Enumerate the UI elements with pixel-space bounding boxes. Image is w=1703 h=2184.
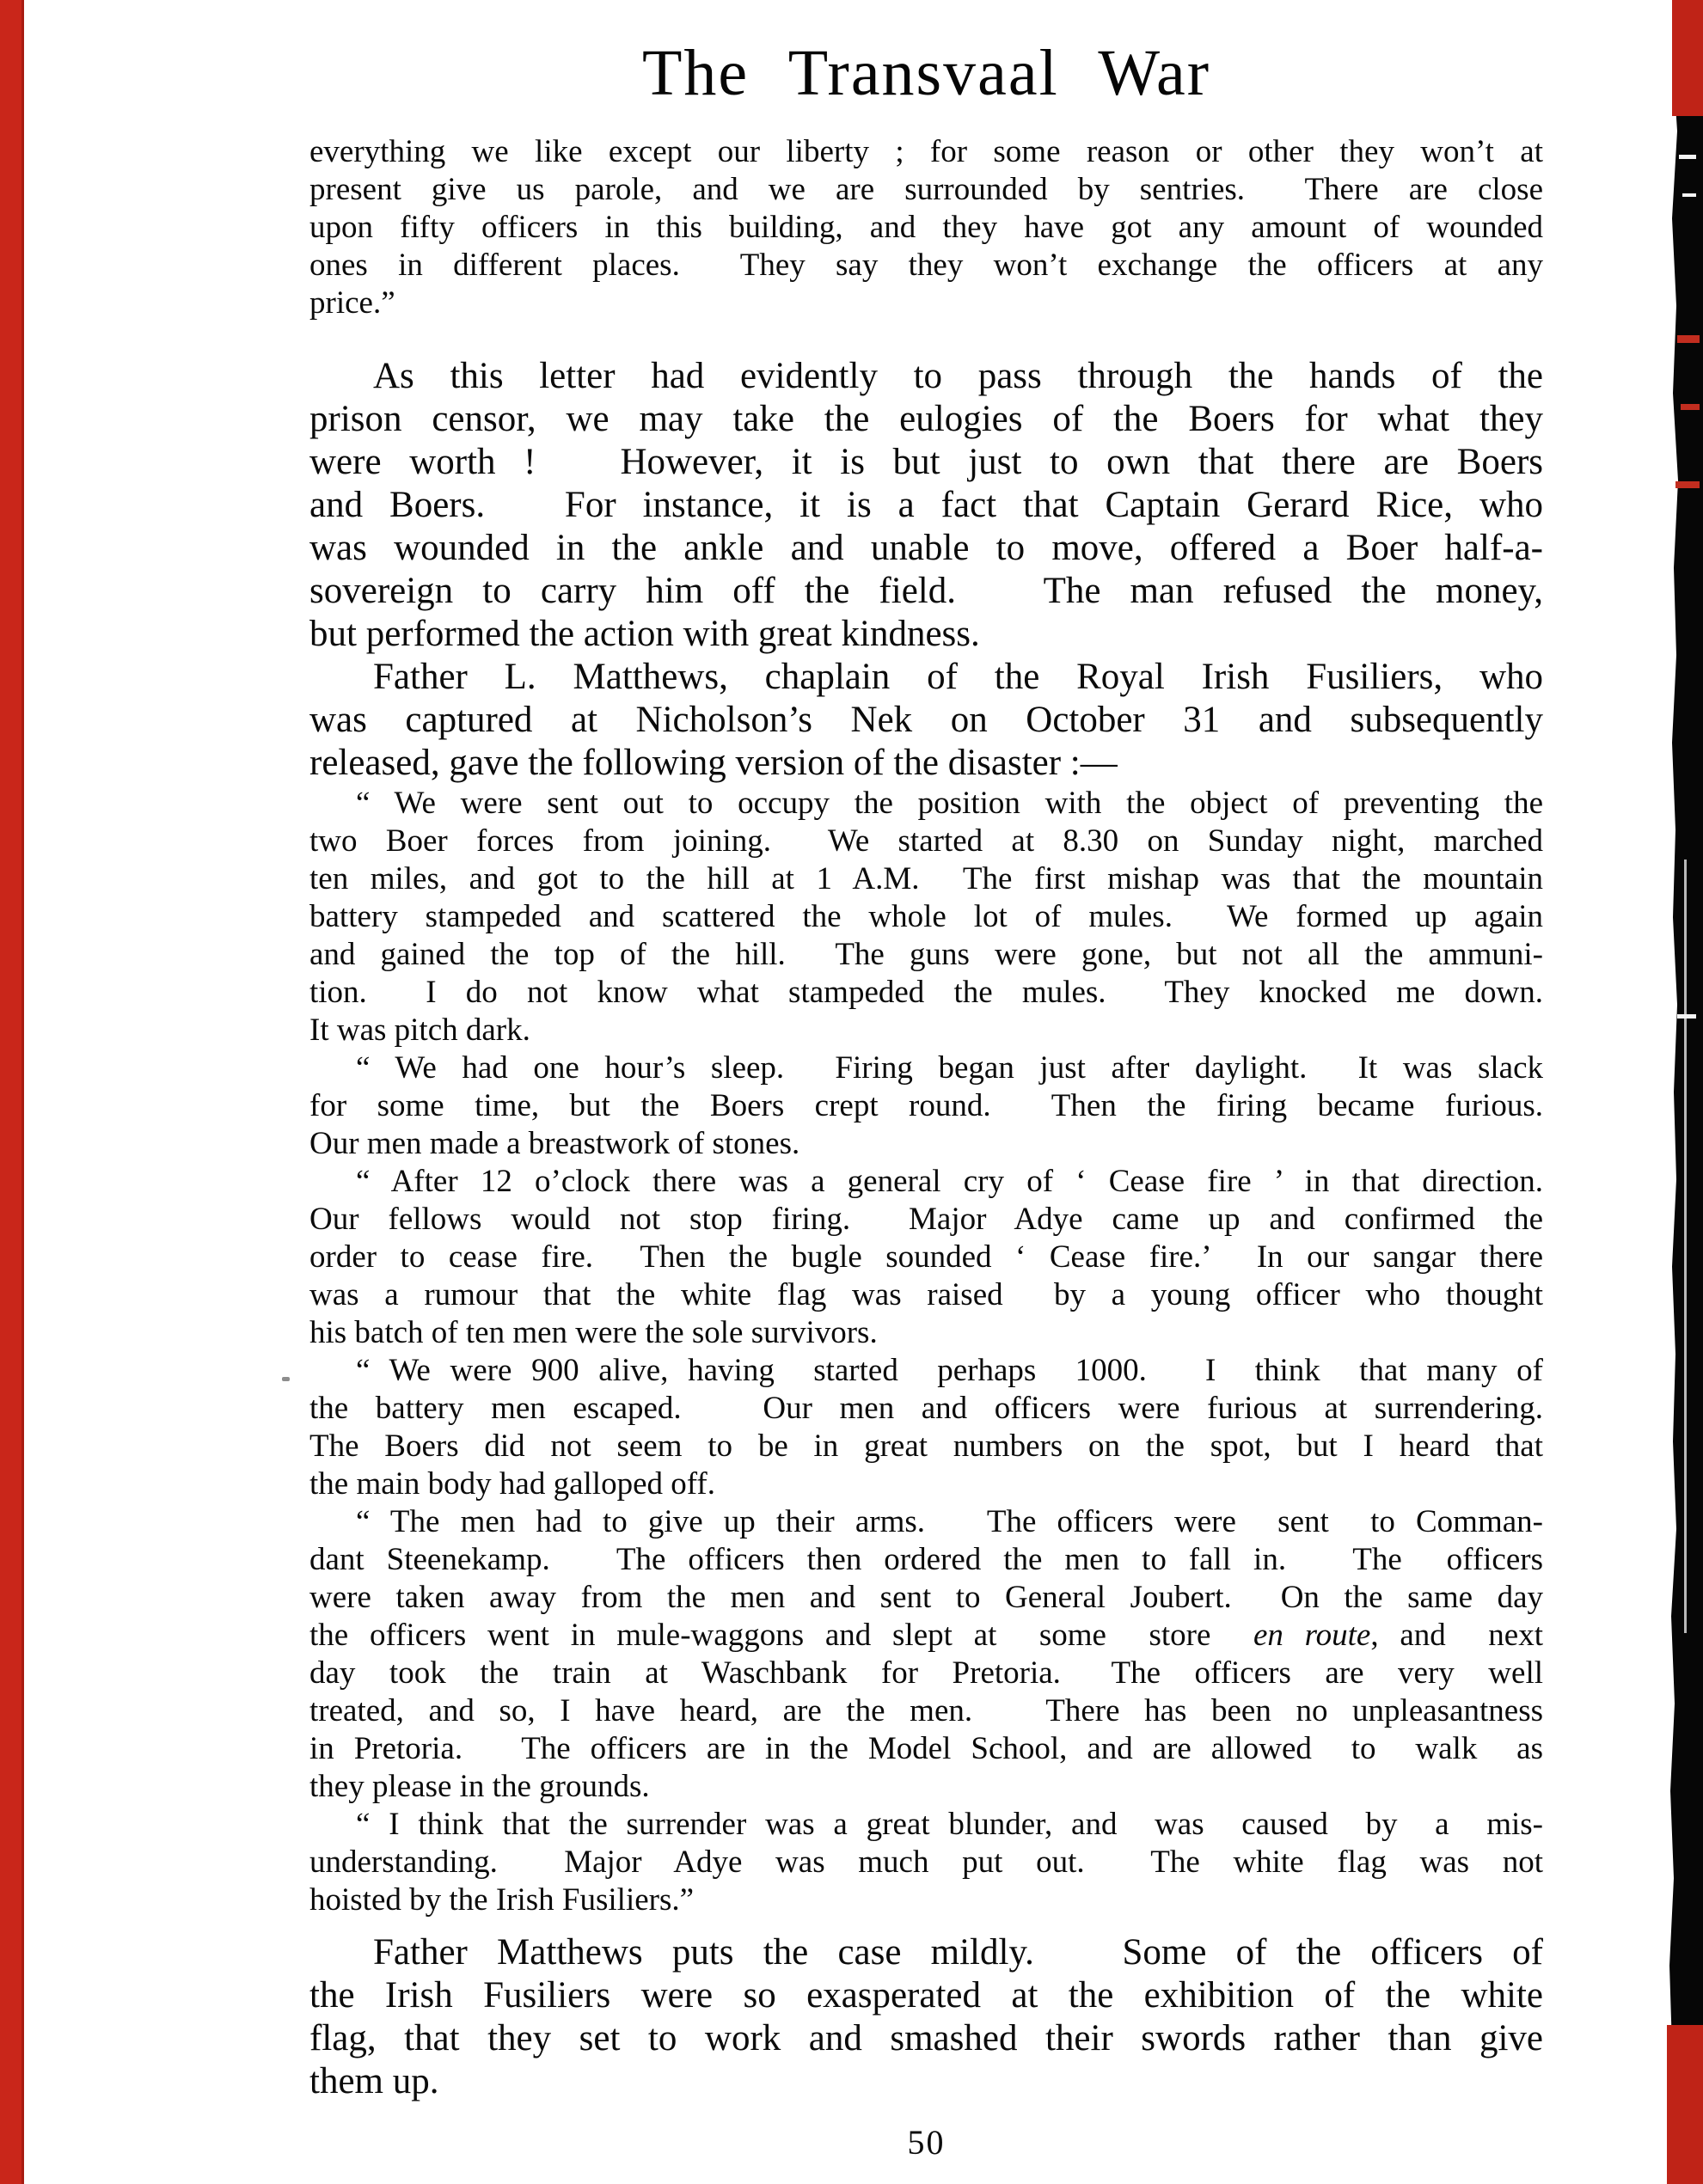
gutter-red-bottom	[1667, 2025, 1703, 2184]
text-line: ten miles, and got to the hill at 1 A.M. The first mishap was that the mountain	[309, 861, 1543, 896]
gutter-white-fleck	[1682, 193, 1696, 197]
text-line: flag, that they set to work and smashed their swords rather than give	[309, 2018, 1543, 2059]
text-line: ones in different places. They say they won’t exchange the officers at any	[309, 248, 1543, 283]
text-line: “ The men had to give up their arms. The officers were sent to Comman-	[356, 1504, 1543, 1539]
text-line: “ We were 900 alive, having started perhaps 1000. I think that many of	[356, 1353, 1543, 1388]
text-line: in Pretoria. The officers are in the Model School, and are allowed to walk as	[309, 1731, 1543, 1766]
text-line: treated, and so, I have heard, are the men. There has been no unpleasantness	[309, 1693, 1543, 1728]
scan-speck	[282, 1377, 290, 1381]
page-body	[309, 111, 1543, 2103]
text-line: prison censor, we may take the eulogies of the Boers for what they	[309, 399, 1543, 439]
text-line: order to cease fire. Then the bugle sounded ‘ Cease fire.’ In our sangar there	[309, 1239, 1543, 1275]
page-column	[309, 0, 1543, 2163]
gutter-white-fleck	[1679, 155, 1696, 159]
paragraph	[309, 656, 1543, 785]
paragraph	[309, 1163, 1543, 1352]
text-line: but performed the action with great kindness.	[309, 614, 980, 654]
gutter-red-top	[1672, 0, 1703, 116]
text-line: dant Steenekamp. The officers then ordered the men to fall in. The officers	[309, 1542, 1543, 1577]
right-gutter-bar	[1665, 0, 1703, 2184]
left-scan-edge-red-strip	[0, 0, 24, 2184]
text-line: understanding. Major Adye was much put out. The white flag was not	[309, 1844, 1543, 1880]
paragraph	[309, 1049, 1543, 1163]
text-line: everything we like except our liberty ; for some reason or other they won’t at	[309, 134, 1543, 169]
text-line: Father L. Matthews, chaplain of the Royal Irish Fusiliers, who	[373, 657, 1543, 697]
text-line: the officers went in mule-waggons and slept at some store en route, and next	[309, 1618, 1544, 1653]
gutter-red-fleck	[1681, 404, 1700, 410]
text-line: Father Matthews puts the case mildly. Some of the officers of	[373, 1932, 1543, 1973]
text-line: and gained the top of the hill. The guns were gone, but not all the ammuni-	[309, 937, 1543, 972]
text-line: upon fifty officers in this building, and they have got any amount of wounded	[309, 210, 1543, 245]
text-line: present give us parole, and we are surrounded by sentries. There are close	[309, 172, 1543, 207]
gutter-white-fleck	[1677, 1014, 1696, 1019]
text-line: It was pitch dark.	[309, 1012, 530, 1048]
text-line: “ After 12 o’clock there was a general cry of ‘ Cease fire ’ in that direction.	[356, 1164, 1543, 1199]
text-line: tion. I do not know what stampeded the mules. They knocked me down.	[309, 975, 1543, 1010]
text-line: was a rumour that the white flag was raised by a young officer who thought	[309, 1277, 1543, 1312]
text-line: hoisted by the Irish Fusiliers.”	[309, 1882, 695, 1918]
paragraph	[309, 133, 1543, 322]
text-line: “ We were sent out to occupy the position with the object of preventing the	[356, 786, 1543, 821]
gutter-red-fleck	[1677, 335, 1700, 343]
text-line: Our fellows would not stop firing. Major Adye came up and confirmed the	[309, 1202, 1543, 1237]
text-line: sovereign to carry him off the field. The man refused the money,	[309, 571, 1543, 611]
text-line: was wounded in the ankle and unable to move, offered a Boer half-a-	[309, 528, 1543, 568]
paragraph	[309, 1931, 1543, 2103]
text-line: were worth ! However, it is but just to own that there are Boers	[309, 442, 1543, 482]
text-line: his batch of ten men were the sole survivors.	[309, 1315, 878, 1350]
text-line: “ I think that the surrender was a great blunder, and was caused by a mis-	[356, 1807, 1543, 1842]
page-title: The Transvaal War	[641, 37, 1211, 109]
text-line: two Boer forces from joining. We started at 8.30 on Sunday night, marched	[309, 823, 1543, 859]
text-line: “ We had one hour’s sleep. Firing began just after daylight. It was slack	[356, 1050, 1543, 1086]
text-line: the battery men escaped. Our men and officers were furious at surrendering.	[309, 1391, 1543, 1426]
paragraph	[309, 355, 1543, 656]
text-line: released, gave the following version of the disaster :—	[309, 743, 1118, 783]
text-line: them up.	[309, 2061, 439, 2101]
text-line: and Boers. For instance, it is a fact that Captain Gerard Rice, who	[309, 485, 1543, 525]
text-line: battery stampeded and scattered the whole lot of mules. We formed up again	[309, 899, 1543, 934]
text-line: Our men made a breastwork of stones.	[309, 1126, 800, 1161]
text-line: As this letter had evidently to pass through the hands of the	[373, 356, 1543, 396]
paragraph	[309, 785, 1543, 1049]
paragraph	[309, 1352, 1543, 1503]
paragraph	[309, 1503, 1543, 1806]
text-line: The Boers did not seem to be in great numbers on the spot, but I heard that	[309, 1428, 1543, 1464]
gutter-white-thread	[1684, 860, 1687, 1633]
paragraph	[309, 1806, 1543, 1919]
page-number: 50	[907, 2123, 946, 2162]
text-line: day took the train at Waschbank for Pretoria. The officers are very well	[309, 1655, 1543, 1691]
text-line: the main body had galloped off.	[309, 1466, 715, 1502]
text-line: was captured at Nicholson’s Nek on October 31 and subsequently	[309, 700, 1543, 740]
text-line: for some time, but the Boers crept round. Then the firing became furious.	[309, 1088, 1543, 1123]
text-line: the Irish Fusiliers were so exasperated at the exhibition of the white	[309, 1975, 1543, 2016]
text-line: they please in the grounds.	[309, 1769, 650, 1804]
text-line: price.”	[309, 285, 395, 321]
text-line: were taken away from the men and sent to General Joubert. On the same day	[309, 1580, 1543, 1615]
gutter-red-fleck	[1675, 481, 1700, 488]
